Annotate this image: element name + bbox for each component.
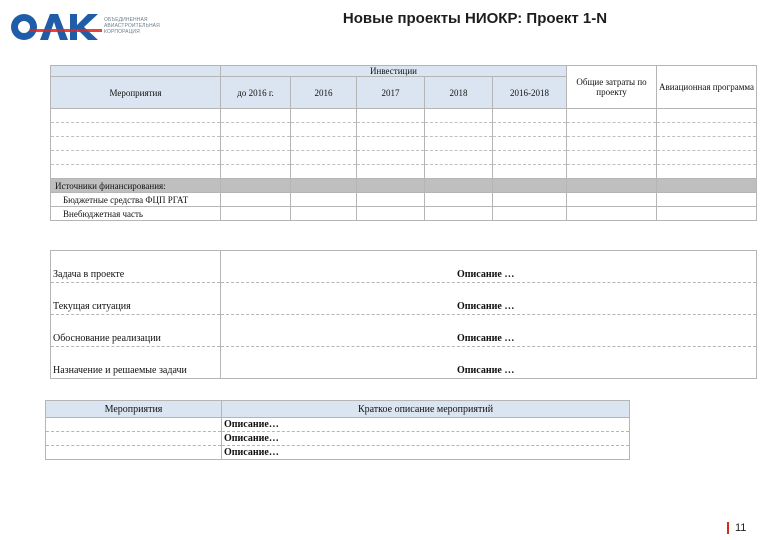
purpose-label: Назначение и решаемые задачи (51, 347, 221, 379)
logo-subtitle-line: АВИАСТРОИТЕЛЬНАЯ (104, 23, 160, 29)
total-cost-header: Общие затраты по проекту (567, 66, 657, 109)
brief-col-header: Краткое описание мероприятий (222, 401, 630, 418)
purpose-description: Описание … (221, 347, 757, 379)
table-row (46, 418, 630, 432)
task-table (50, 250, 757, 379)
table-row (46, 446, 630, 460)
header-blank (51, 66, 221, 77)
table-row (51, 165, 757, 179)
situation-label: Текущая ситуация (51, 283, 221, 315)
measure-description: Описание… (222, 432, 630, 446)
justification-description: Описание … (221, 315, 757, 347)
measure-description: Описание… (222, 418, 630, 432)
table-row (46, 432, 630, 446)
page-number: 11 (727, 522, 746, 534)
year-header: 2018 (425, 77, 493, 109)
measure-description: Описание… (222, 446, 630, 460)
investments-header: Инвестиции (221, 66, 567, 77)
table-row (51, 109, 757, 123)
year-header: до 2016 г. (221, 77, 291, 109)
table-row (51, 123, 757, 137)
year-header: 2016 (291, 77, 357, 109)
page-title: Новые проекты НИОКР: Проект 1-N (342, 10, 608, 27)
task-description: Описание … (221, 251, 757, 283)
logo-subtitle-line: КОРПОРАЦИЯ (104, 29, 140, 35)
investment-table (50, 65, 757, 221)
source-row (51, 193, 757, 207)
aviation-program-header: Авиационная программа (657, 66, 757, 109)
year-header: 2016-2018 (493, 77, 567, 109)
task-label: Задача в проекте (51, 251, 221, 283)
measures-table (45, 400, 630, 460)
table-row (51, 251, 757, 283)
measures-col-header: Мероприятия (46, 401, 222, 418)
source-extra-label: Внебюджетная часть (51, 207, 221, 221)
source-budget-label: Бюджетные средства ФЦП РГАТ (51, 193, 221, 207)
situation-description: Описание … (221, 283, 757, 315)
table-row (51, 137, 757, 151)
table-row (51, 283, 757, 315)
table-row (51, 315, 757, 347)
year-header: 2017 (357, 77, 425, 109)
measures-header: Мероприятия (51, 77, 221, 109)
logo-subtitle-line: ОБЪЕДИНЕННАЯ (104, 17, 148, 23)
logo-subtitle (104, 17, 160, 35)
sources-row (51, 179, 757, 193)
sources-label: Источники финансирования: (51, 179, 221, 193)
justification-label: Обоснование реализации (51, 315, 221, 347)
table-row (51, 151, 757, 165)
table-row (51, 347, 757, 379)
source-row (51, 207, 757, 221)
